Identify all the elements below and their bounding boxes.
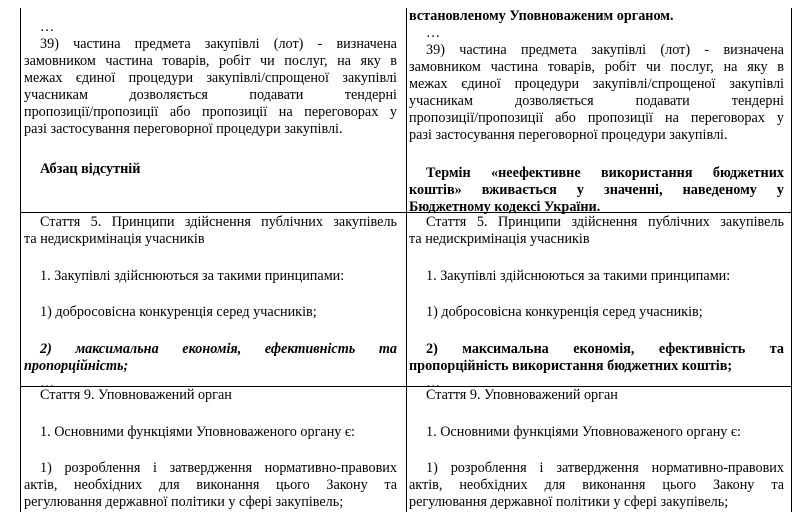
right-article5-p1: 1. Закупівлі здійснюються за такими принципами: (426, 268, 731, 284)
right-item39-line1: 39) частина предмета закупівлі (лот) - визначена (426, 42, 784, 58)
right-article5-p3-line2: пропорційність використання бюджетних коштів; (409, 358, 733, 374)
left-article5-ellipsis: … (40, 375, 55, 391)
right-article5-title-line2: та недискримінація учасників (409, 231, 590, 247)
right-cell-row1 (407, 8, 792, 215)
left-item39-line2: замовником частина товарів, робіт чи послуг, на яку в (24, 53, 397, 69)
left-absent-paragraph: Абзац відсутній (40, 161, 141, 177)
left-article9-p2-line3: регулювання державної політики у сфері закупівель; (24, 494, 344, 510)
left-article9-title: Стаття 9. Уповноважений орган (40, 387, 232, 403)
right-article9-p2-line2: актів, необхідних для виконання цього Закону та (409, 477, 784, 493)
left-item39-line1: 39) частина предмета закупівлі (лот) - визначена (40, 36, 397, 52)
right-article9-title: Стаття 9. Уповноважений орган (426, 387, 618, 403)
right-item39-line2: замовником частина товарів, робіт чи послуг, на яку в (409, 59, 784, 75)
left-article9-p2-line2: актів, необхідних для виконання цього Закону та (24, 477, 397, 493)
left-article5-title-line2: та недискримінація учасників (24, 231, 205, 247)
right-article5-title-line1: Стаття 5. Принципи здійснення публічних закупівель (426, 214, 784, 230)
left-cell-row2 (20, 213, 406, 391)
right-article5-p3-line1: 2) максимальна економія, ефективність та (426, 341, 784, 357)
left-item39-line3: межах єдиної процедури закупівлі/спрощеної закупівлі (24, 70, 397, 86)
right-top-ellipsis: … (426, 25, 441, 41)
right-cell-row2 (407, 213, 792, 391)
right-item39-line3: межах єдиної процедури закупівлі/спрощеної закупівлі (409, 76, 784, 92)
right-cell-row3 (407, 387, 792, 512)
left-article5-p2: 1) добросовісна конкуренція серед учасників; (40, 304, 317, 320)
right-item39-line6: разі застосування переговорної процедури закупівлі. (409, 127, 728, 143)
left-article5-p1: 1. Закупівлі здійснюються за такими принципами: (40, 268, 345, 284)
right-article5-ellipsis: … (426, 375, 441, 391)
right-item39-line5: пропозиції/пропозиції або пропозиції на переговорах у (409, 110, 784, 126)
right-item39-line4: учасникам дозволяється подавати тендерні (409, 93, 784, 109)
left-cell-row3 (20, 387, 406, 512)
right-new-term-line3: Бюджетному кодексі України. (409, 199, 601, 215)
right-article9-p1: 1. Основними функціями Уповноваженого органу є: (426, 424, 741, 440)
right-top-bold-text: встановленому Уповноваженим органом. (409, 8, 674, 24)
left-article9-p1: 1. Основними функціями Уповноваженого органу є: (40, 424, 355, 440)
comparison-table (20, 8, 792, 512)
right-article9-p2-line1: 1) розроблення і затвердження нормативно-правових (426, 460, 784, 476)
right-article5-p2: 1) добросовісна конкуренція серед учасників; (426, 304, 703, 320)
left-article5-title-line1: Стаття 5. Принципи здійснення публічних закупівель (40, 214, 397, 230)
left-article5-p3-line2: пропорційність; (24, 358, 129, 374)
left-article5-p3-line1: 2) максимальна економія, ефективність та (40, 341, 397, 357)
right-new-term-line2: коштів» вживається у значенні, наведеному у (409, 182, 784, 198)
left-cell-row1 (20, 8, 406, 212)
left-item39-line6: разі застосування переговорної процедури закупівлі. (24, 121, 343, 137)
right-new-term-line1: Термін «неефективне використання бюджетних (426, 165, 784, 181)
left-article9-p2-line1: 1) розроблення і затвердження нормативно-правових (40, 460, 397, 476)
left-item39-line4: учасникам дозволяється подавати тендерні (24, 87, 397, 103)
right-article9-p2-line3: регулювання державної політики у сфері закупівель; (409, 494, 729, 510)
left-item39-line5: пропозиції/пропозиції або пропозиції на переговорах у (24, 104, 397, 120)
left-top-ellipsis: … (40, 19, 55, 35)
